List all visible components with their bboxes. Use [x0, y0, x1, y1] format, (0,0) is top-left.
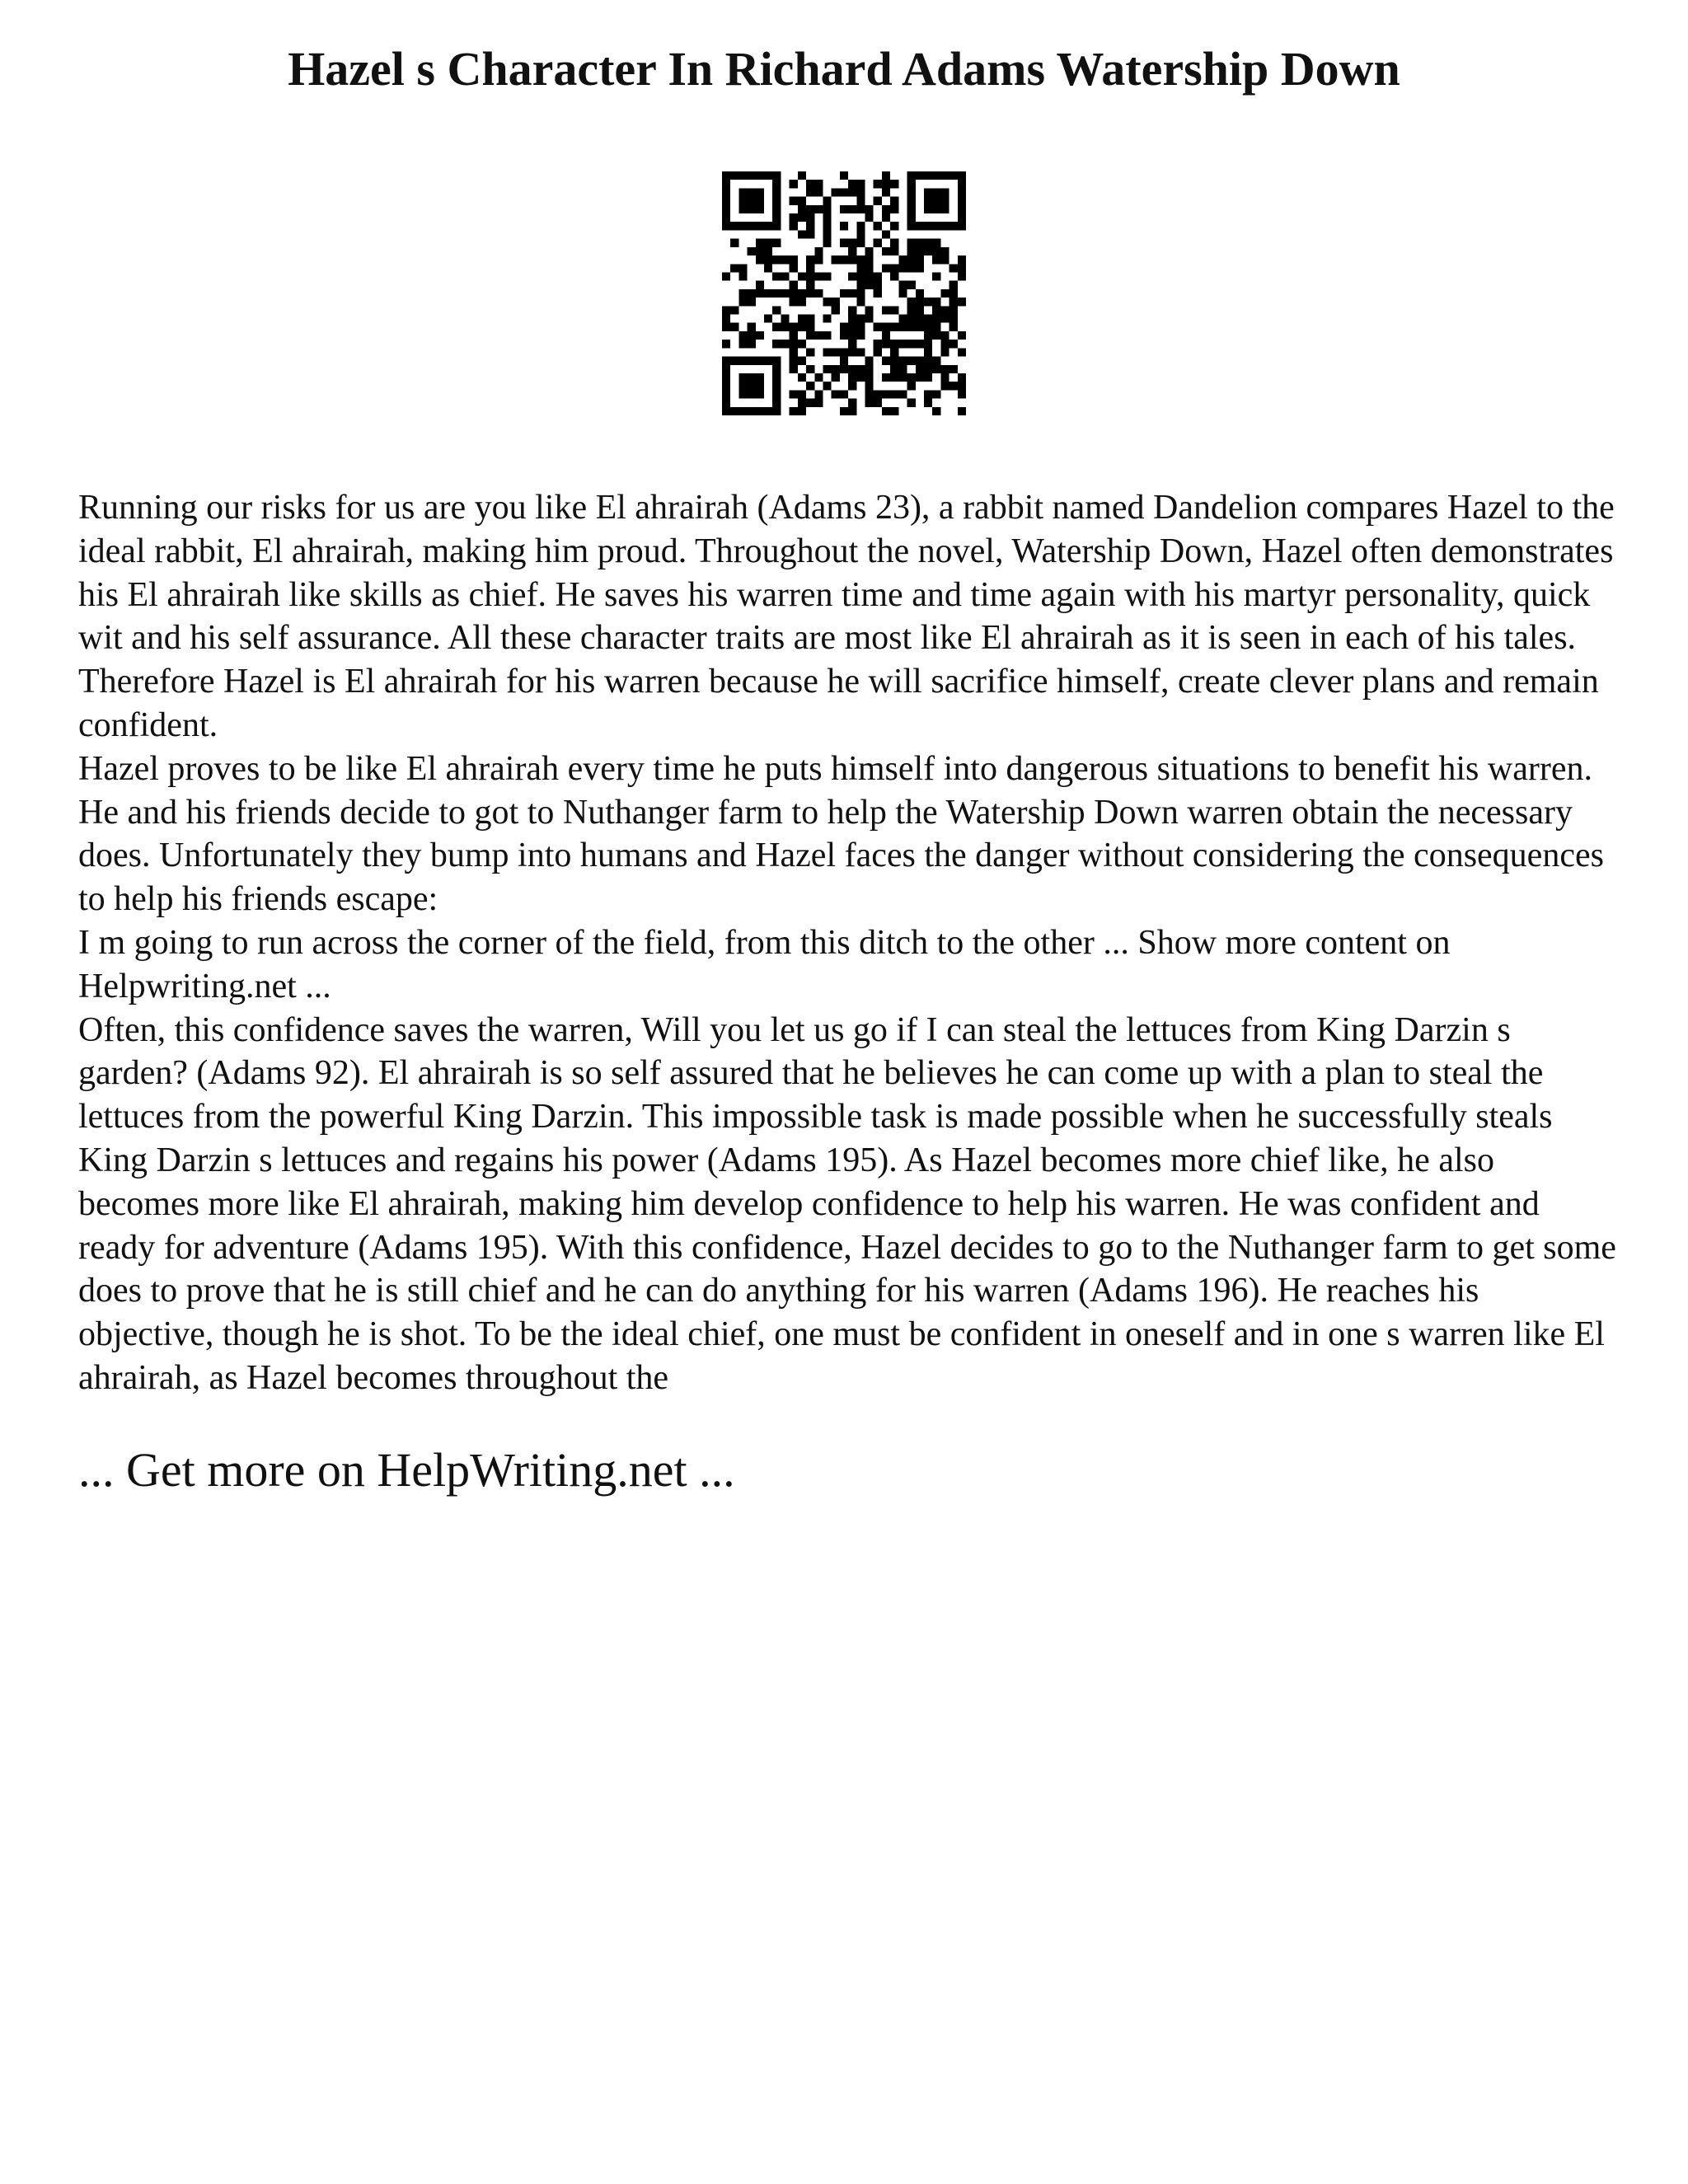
get-more-link[interactable]: ... Get more on HelpWriting.net ... — [78, 1443, 735, 1497]
paragraph-danger: Hazel proves to be like El ahrairah every time he puts himself into dangerous situations to benefit his warren. He and his friends decide to got to Nuthanger farm to help the Watership Down warren obtain the necessary does. Unfortunately they bump into humans and Hazel faces the danger without considering the consequences to help his friends escape: — [78, 749, 1604, 919]
document-body — [78, 486, 1620, 1400]
paragraph-confidence: Often, this confidence saves the warren, Will you let us go if I can steal the lettuces from King Darzin s garden? (Adams 92). El ahrairah is so self assured that he believes he can come up with a plan to steal the lettuces from the powerful King Darzin. This impossible task is made possible when he successfully steals King Darzin s lettuces and regains his power (Adams 195). As Hazel becomes more chief like, he also becomes more like El ahrairah, making him develop confidence to help his warren. He was confident and ready for adventure (Adams 195). With this confidence, Hazel decides to go to the Nuthanger farm to get some does to prove that he is still chief and he can do anything for his warren (Adams 196). He reaches his objective, though he is shot. To be the ideal chief, one must be confident in oneself and in one s warren like El ahrairah, as Hazel becomes throughout the — [78, 1010, 1616, 1397]
paragraph-intro: Running our risks for us are you like El ahrairah (Adams 23), a rabbit named Dandelion compares Hazel to the ideal rabbit, El ahrairah, making him proud. Throughout the novel, Watership Down, Hazel often demonstrates his El ahrairah like skills as chief. He saves his warren time and time again with his martyr personality, quick wit and his self assurance. All these character traits are most like El ahrairah as it is seen in each of his tales. Therefore Hazel is El ahrairah for his warren because he will sacrifice himself, create clever plans and remain confident. — [78, 489, 1615, 744]
paragraph-quote: I m going to run across the corner of the field, from this ditch to the other ... Show more content on Helpwriting.net ... — [78, 923, 1451, 1005]
qr-code-graphic — [722, 170, 966, 417]
document-title: Hazel s Character In Richard Adams Watership Down — [288, 42, 1400, 96]
qr-code-icon — [722, 170, 966, 417]
